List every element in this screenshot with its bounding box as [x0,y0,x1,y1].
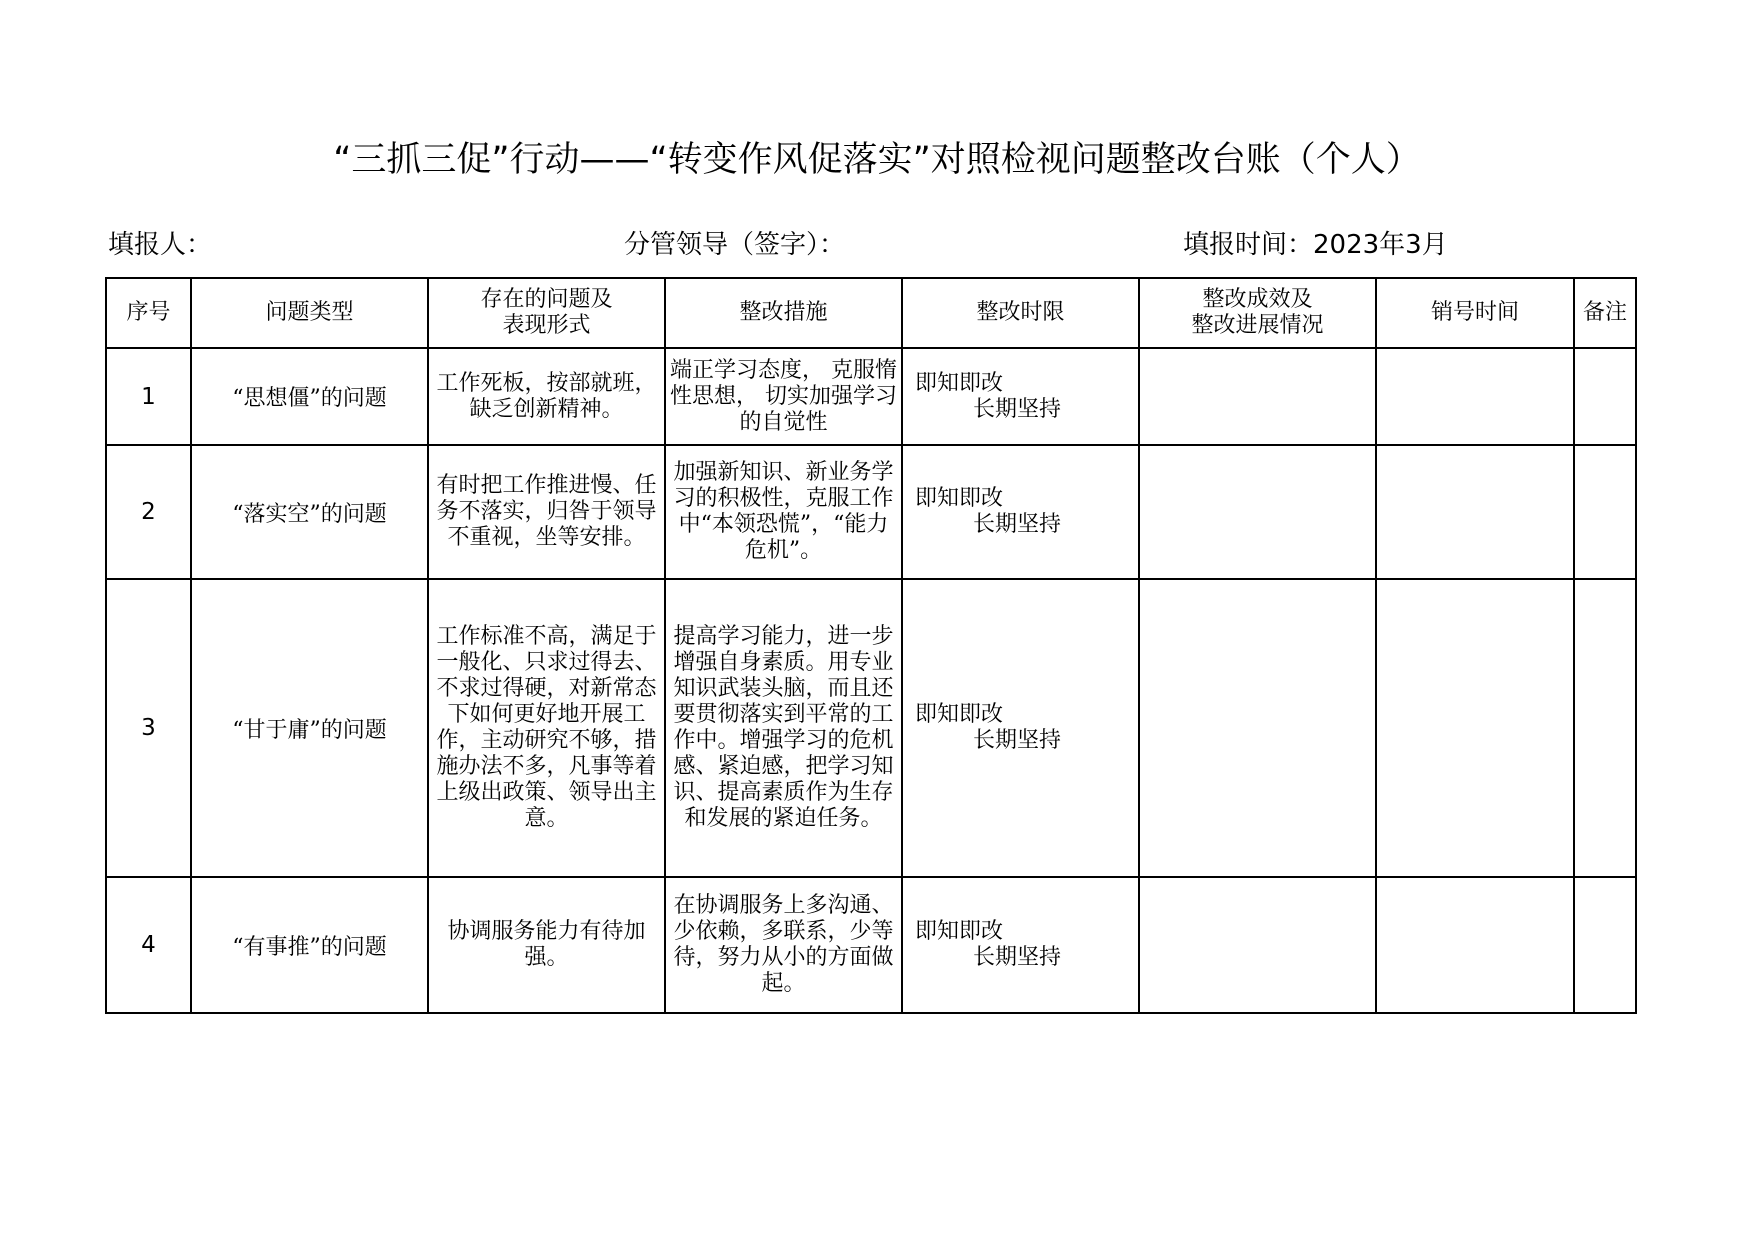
header-problem-description [428,278,665,348]
leader-signature-label: 分管领导（签字）： [624,230,846,260]
row-results [1139,579,1376,877]
rectification-ledger-table [105,277,1637,1014]
row-deadline-line1: 即知即改 [915,702,1004,727]
row-close-time [1376,579,1574,877]
table-row [106,445,1636,579]
row-close-time [1376,877,1574,1013]
table-row [106,579,1636,877]
row-deadline [902,877,1139,1013]
table-header-row [106,278,1636,348]
page-title: “三抓三促”行动——“转变作风促落实”对照检视问题整改台账（个人） [333,140,1421,180]
row-deadline-line2: 长期坚持 [973,512,1062,537]
row-deadline-line2: 长期坚持 [973,396,1062,422]
row-note [1574,348,1636,445]
row-measures: 加强新知识、新业务学习的积极性，克服工作中“本领恐慌”，“能力危机”。 [665,445,902,579]
header-results-line1: 整改成效及 [1202,287,1313,312]
header-problem-description-line1: 存在的问题及 [480,287,613,312]
header-problem-description-line2: 表现形式 [502,313,591,338]
row-note [1574,877,1636,1013]
row-index: 2 [106,445,191,579]
reporter-label: 填报人： [108,230,213,260]
row-deadline-line1: 即知即改 [915,486,1004,511]
header-measures: 整改措施 [665,278,902,348]
header-results-line2: 整改进展情况 [1191,313,1324,338]
row-deadline-line2: 长期坚持 [973,728,1062,753]
row-problem-type: “有事推”的问题 [191,877,428,1013]
row-results [1139,348,1376,445]
row-note [1574,445,1636,579]
row-problem-description: 工作死板，按部就班，缺乏创新精神。 [428,348,665,445]
header-problem-type: 问题类型 [191,278,428,348]
row-note [1574,579,1636,877]
row-deadline-line2: 长期坚持 [973,945,1062,970]
table-row [106,877,1636,1013]
row-problem-type: “甘于庸”的问题 [191,579,428,877]
row-deadline [902,348,1139,445]
row-problem-description: 协调服务能力有待加强。 [428,877,665,1013]
row-deadline [902,445,1139,579]
row-deadline-line1: 即知即改 [915,919,1004,944]
row-index: 3 [106,579,191,877]
row-deadline-line1: 即知即改 [915,370,1004,396]
row-index: 4 [106,877,191,1013]
row-problem-type: “落实空”的问题 [191,445,428,579]
row-problem-description: 工作标准不高，满足于一般化、只求过得去、不求过得硬，对新常态下如何更好地开展工作，主动研究不够，措施办法不多，凡事等着上级出政策、领导出主意。 [428,579,665,877]
row-results [1139,445,1376,579]
header-note: 备注 [1574,278,1636,348]
row-index: 1 [106,348,191,445]
row-measures: 提高学习能力，进一步增强自身素质。用专业知识武装头脑，而且还要贯彻落实到平常的工作中。增强学习的危机感、紧迫感，把学习知识、提高素质作为生存和发展的紧迫任务。 [665,579,902,877]
report-date-label: 填报时间：2023年3月 [1183,230,1448,260]
row-problem-description: 有时把工作推进慢、任务不落实，归咎于领导不重视，坐等安排。 [428,445,665,579]
row-problem-type: “思想僵”的问题 [191,348,428,445]
header-results [1139,278,1376,348]
header-index: 序号 [106,278,191,348]
row-results [1139,877,1376,1013]
header-deadline: 整改时限 [902,278,1139,348]
row-measures: 端正学习态度， 克服惰性思想， 切实加强学习的自觉性 [665,348,902,445]
header-close-time: 销号时间 [1376,278,1574,348]
row-close-time [1376,348,1574,445]
table-row [106,348,1636,445]
row-close-time [1376,445,1574,579]
row-measures: 在协调服务上多沟通、少依赖，多联系，少等待，努力从小的方面做起。 [665,877,902,1013]
row-deadline [902,579,1139,877]
